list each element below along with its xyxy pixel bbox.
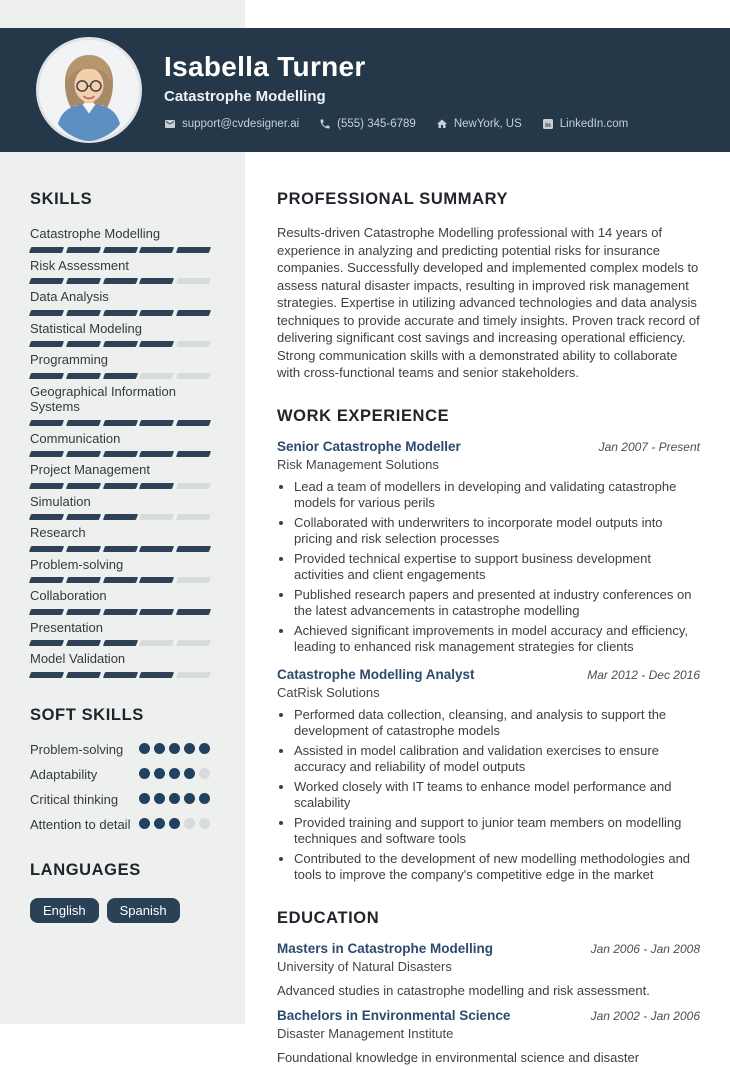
skill-bar-segment — [29, 278, 64, 284]
skill-item — [30, 289, 210, 316]
candidate-title: Catastrophe Modelling — [164, 87, 326, 105]
skill-bar-segment — [139, 373, 174, 379]
home-icon — [436, 118, 448, 130]
skill-bar-segment — [66, 278, 101, 284]
skill-bar-segment — [139, 577, 174, 583]
soft-skill-label: Critical thinking — [30, 791, 119, 807]
job-bullet: • Worked closely with IT teams to enhance model performance and scalability — [294, 779, 700, 812]
soft-skill-dot — [169, 768, 180, 779]
skill-bar-segment — [176, 420, 211, 426]
main-content — [245, 152, 730, 1065]
svg-text:in: in — [544, 121, 551, 129]
skill-label: Programming — [30, 352, 109, 367]
job-bullet: • Provided technical expertise to support business development activities and client engagements — [294, 551, 700, 584]
skill-bar-segment — [139, 514, 174, 520]
skill-item — [30, 525, 210, 552]
job-company: Risk Management Solutions — [277, 456, 439, 472]
skill-bar-segment — [66, 546, 101, 552]
sidebar — [0, 152, 245, 1024]
experience-heading: WORK EXPERIENCE — [277, 406, 450, 425]
skill-bar-segment — [66, 247, 101, 253]
job-entry — [277, 667, 700, 884]
skill-bar — [30, 672, 210, 678]
soft-skill-item — [30, 816, 210, 833]
phone-icon — [319, 118, 331, 130]
skill-bar-segment — [139, 609, 174, 615]
skill-bar — [30, 278, 210, 284]
skill-bar-segment — [29, 310, 64, 316]
skill-bar-segment — [139, 546, 174, 552]
job-bullet: • Contributed to the development of new modelling methodologies and tools to improve the company's competitive edge in the market — [294, 851, 700, 884]
skill-bar-segment — [139, 640, 174, 646]
avatar-illustration — [39, 40, 139, 140]
skills-heading: SKILLS — [30, 190, 93, 208]
skill-bar-segment — [139, 451, 174, 457]
job-bullet: • Provided training and support to junior team members on modelling techniques and software tools — [294, 815, 700, 848]
skill-bar-segment — [139, 278, 174, 284]
skill-label: Statistical Modeling — [30, 320, 142, 336]
skill-label: Communication — [30, 430, 121, 446]
body-columns — [0, 152, 730, 1065]
skill-bar-segment — [66, 609, 101, 615]
skill-bar-segment — [139, 672, 174, 678]
skill-bar — [30, 341, 210, 347]
skill-bar-segment — [139, 310, 174, 316]
skill-bar-segment — [176, 373, 211, 379]
skill-bar-segment — [176, 546, 211, 552]
soft-skill-item — [30, 741, 210, 758]
skill-label: Project Management — [30, 462, 150, 477]
soft-skill-dots — [139, 766, 210, 779]
degree-title: Masters in Catastrophe Modelling — [277, 940, 494, 956]
soft-skill-dot — [169, 818, 180, 829]
skill-bar-segment — [66, 577, 101, 583]
skill-bar-segment — [103, 341, 138, 347]
skill-bar-segment — [176, 247, 211, 253]
skill-label: Data Analysis — [30, 289, 109, 304]
skill-label: Collaboration — [30, 588, 107, 603]
skill-bar-segment — [66, 341, 101, 347]
job-company: CatRisk Solutions — [277, 684, 380, 700]
soft-skill-dot — [154, 768, 165, 779]
skill-bar-segment — [103, 373, 138, 379]
job-title: Catastrophe Modelling Analyst — [277, 666, 475, 682]
skill-bar-segment — [176, 672, 211, 678]
skill-label: Research — [30, 525, 86, 540]
job-header-row — [277, 667, 700, 682]
job-title: Senior Catastrophe Modeller — [277, 438, 461, 454]
skill-item — [30, 226, 210, 253]
skill-bar-segment — [29, 247, 64, 253]
job-bullet: • Published research papers and presented at industry conferences on the latest advancements in catastrophe modelling — [294, 587, 700, 620]
skill-item — [30, 651, 210, 678]
soft-skill-dot — [139, 768, 150, 779]
skill-bar — [30, 373, 210, 379]
soft-skill-dot — [199, 818, 210, 829]
skill-label: Catastrophe Modelling — [30, 226, 161, 241]
contact-location — [436, 118, 522, 130]
contact-linkedin — [542, 118, 628, 130]
soft-skill-dots — [139, 741, 210, 754]
skill-bar — [30, 451, 210, 457]
skill-bar-segment — [176, 640, 211, 646]
soft-skill-dot — [184, 768, 195, 779]
skill-bar-segment — [176, 514, 211, 520]
skill-bar-segment — [176, 577, 211, 583]
soft-skill-dot — [184, 793, 195, 804]
skill-bar-segment — [103, 451, 138, 457]
soft-skill-dot — [154, 818, 165, 829]
contact-email — [164, 118, 299, 130]
skill-bar-segment — [29, 514, 64, 520]
school-name: Disaster Management Institute — [277, 1025, 454, 1041]
skill-item — [30, 462, 210, 489]
soft-skill-label: Attention to detail — [30, 816, 131, 832]
education-entry — [277, 1008, 700, 1066]
languages-list — [30, 898, 210, 923]
soft-skill-dots — [139, 816, 210, 829]
soft-skill-dot — [184, 818, 195, 829]
soft-skill-label: Adaptability — [30, 766, 98, 782]
education-description: Advanced studies in catastrophe modelling and risk assessment. — [277, 982, 650, 998]
skill-bar-segment — [139, 341, 174, 347]
skill-label: Risk Assessment — [30, 257, 129, 273]
skill-bar-segment — [66, 373, 101, 379]
skill-label: Problem-solving — [30, 556, 124, 572]
skill-bar-segment — [103, 577, 138, 583]
skill-label: Model Validation — [30, 651, 126, 666]
job-header-row — [277, 439, 700, 454]
skill-bar-segment — [103, 483, 138, 489]
skill-bar-segment — [103, 420, 138, 426]
contact-phone — [319, 118, 416, 130]
skill-bar-segment — [29, 640, 64, 646]
skill-bar-segment — [103, 247, 138, 253]
education-list — [277, 941, 700, 1066]
skill-bar-segment — [103, 546, 138, 552]
skill-bar — [30, 640, 210, 646]
skill-bar-segment — [176, 310, 211, 316]
skill-bar-segment — [29, 483, 64, 489]
soft-skill-dot — [154, 793, 165, 804]
skill-bar-segment — [176, 483, 211, 489]
job-bullet: • Assisted in model calibration and validation exercises to ensure accuracy and reliability of model outputs — [294, 743, 700, 776]
contact-phone-text: (555) 345-6789 — [337, 117, 416, 130]
skill-bar — [30, 420, 210, 426]
header — [0, 28, 730, 152]
skill-item — [30, 431, 210, 458]
job-bullet: • Achieved significant improvements in model accuracy and efficiency, leading to enhanced risk management strategies for clients — [294, 623, 700, 656]
education-entry — [277, 941, 700, 999]
skill-bar-segment — [66, 514, 101, 520]
skill-bar-segment — [176, 278, 211, 284]
skill-bar-segment — [139, 420, 174, 426]
skill-bar-segment — [139, 247, 174, 253]
soft-skill-dot — [199, 768, 210, 779]
skill-bar-segment — [103, 278, 138, 284]
soft-skill-dot — [139, 743, 150, 754]
summary-text: Results-driven Catastrophe Modelling professional with 14 years of experience in analyzing and predicting potential risks for insurance companies. Successfully developed and implemented complex models to assess natural disaster impacts, resulting in improved risk management strategies. Expertise in utilizing advanced technologies and data analysis techniques to provide accurate and timely insights. Proven track record of delivering significant cost savings and increasing operational efficiency. Strong communication skills with a demonstrated ability to collaborate with cross-functional teams and senior stakeholders. — [277, 225, 700, 380]
education-header-row — [277, 1008, 700, 1023]
job-bullet: • Performed data collection, cleansing, and analysis to support the development of catastrophe models — [294, 707, 700, 740]
soft-skill-dots — [139, 791, 210, 804]
skill-bar-segment — [66, 420, 101, 426]
skill-item — [30, 352, 210, 379]
skill-bar-segment — [103, 310, 138, 316]
skill-bar-segment — [29, 451, 64, 457]
job-bullet: • Lead a team of modellers in developing and validating catastrophe models for various perils — [294, 479, 700, 512]
skill-item — [30, 384, 210, 426]
soft-skill-item — [30, 791, 210, 808]
soft-skill-dot — [169, 793, 180, 804]
skill-bar — [30, 247, 210, 253]
skill-bar-segment — [176, 609, 211, 615]
skill-bar — [30, 483, 210, 489]
soft-skill-dot — [139, 793, 150, 804]
languages-heading: LANGUAGES — [30, 860, 141, 879]
soft-skills-heading: SOFT SKILLS — [30, 705, 144, 724]
skill-bar-segment — [29, 420, 64, 426]
school-name: University of Natural Disasters — [277, 958, 452, 974]
skill-bar-segment — [29, 672, 64, 678]
skill-bar-segment — [66, 451, 101, 457]
language-badge: English — [30, 898, 99, 923]
soft-skill-item — [30, 766, 210, 783]
top-strip — [0, 0, 245, 28]
skill-bar-segment — [66, 672, 101, 678]
email-icon — [164, 118, 176, 130]
linkedin-icon — [542, 118, 554, 130]
education-dates: Jan 2002 - Jan 2006 — [590, 1008, 700, 1023]
skill-item — [30, 557, 210, 584]
job-dates: Jan 2007 - Present — [598, 439, 700, 454]
skill-bar-segment — [176, 451, 211, 457]
education-heading: EDUCATION — [277, 908, 380, 927]
soft-skill-dot — [139, 818, 150, 829]
language-badge: Spanish — [107, 898, 180, 923]
soft-skill-dot — [154, 743, 165, 754]
degree-title: Bachelors in Environmental Science — [277, 1007, 511, 1023]
skill-bar-segment — [66, 310, 101, 316]
soft-skill-dot — [199, 793, 210, 804]
education-description: Foundational knowledge in environmental science and disaster — [277, 1049, 640, 1065]
skill-bar-segment — [103, 640, 138, 646]
soft-skill-label: Problem-solving — [30, 741, 124, 757]
skill-bar-segment — [29, 373, 64, 379]
contact-location-text: NewYork, US — [453, 117, 522, 130]
soft-skills-list — [30, 741, 210, 833]
skill-bar-segment — [29, 341, 64, 347]
skill-item — [30, 258, 210, 285]
avatar — [36, 37, 142, 143]
jobs-list — [277, 439, 700, 884]
skill-item — [30, 321, 210, 348]
job-dates: Mar 2012 - Dec 2016 — [587, 667, 700, 682]
skill-label: Geographical Information Systems — [30, 383, 176, 414]
skill-bar-segment — [66, 483, 101, 489]
skill-item — [30, 620, 210, 647]
skill-bar-segment — [103, 609, 138, 615]
skill-bar-segment — [66, 640, 101, 646]
skill-bar — [30, 609, 210, 615]
skill-bar — [30, 310, 210, 316]
skill-bar-segment — [176, 341, 211, 347]
education-header-row — [277, 941, 700, 956]
soft-skill-dot — [169, 743, 180, 754]
contact-email-text: support@cvdesigner.ai — [182, 117, 300, 130]
skill-item — [30, 494, 210, 521]
identity-block — [164, 51, 628, 130]
skill-bar-segment — [103, 672, 138, 678]
skills-list — [30, 226, 210, 678]
skill-bar — [30, 577, 210, 583]
job-bullet: • Collaborated with underwriters to incorporate model outputs into pricing and risk selection processes — [294, 515, 700, 548]
contact-linkedin-text: LinkedIn.com — [559, 117, 629, 130]
candidate-name: Isabella Turner — [164, 50, 366, 82]
skill-bar-segment — [29, 546, 64, 552]
soft-skill-dot — [199, 743, 210, 754]
job-bullets — [294, 707, 700, 884]
job-bullets — [294, 479, 700, 656]
contact-row — [164, 118, 628, 130]
skill-bar — [30, 514, 210, 520]
skill-label: Presentation — [30, 619, 103, 635]
skill-bar-segment — [29, 609, 64, 615]
job-entry — [277, 439, 700, 656]
soft-skill-dot — [184, 743, 195, 754]
skill-item — [30, 588, 210, 615]
skill-bar-segment — [139, 483, 174, 489]
skill-bar-segment — [103, 514, 138, 520]
skill-bar-segment — [29, 577, 64, 583]
skill-bar — [30, 546, 210, 552]
skill-label: Simulation — [30, 493, 91, 509]
summary-heading: PROFESSIONAL SUMMARY — [277, 190, 509, 208]
education-dates: Jan 2006 - Jan 2008 — [590, 941, 700, 956]
